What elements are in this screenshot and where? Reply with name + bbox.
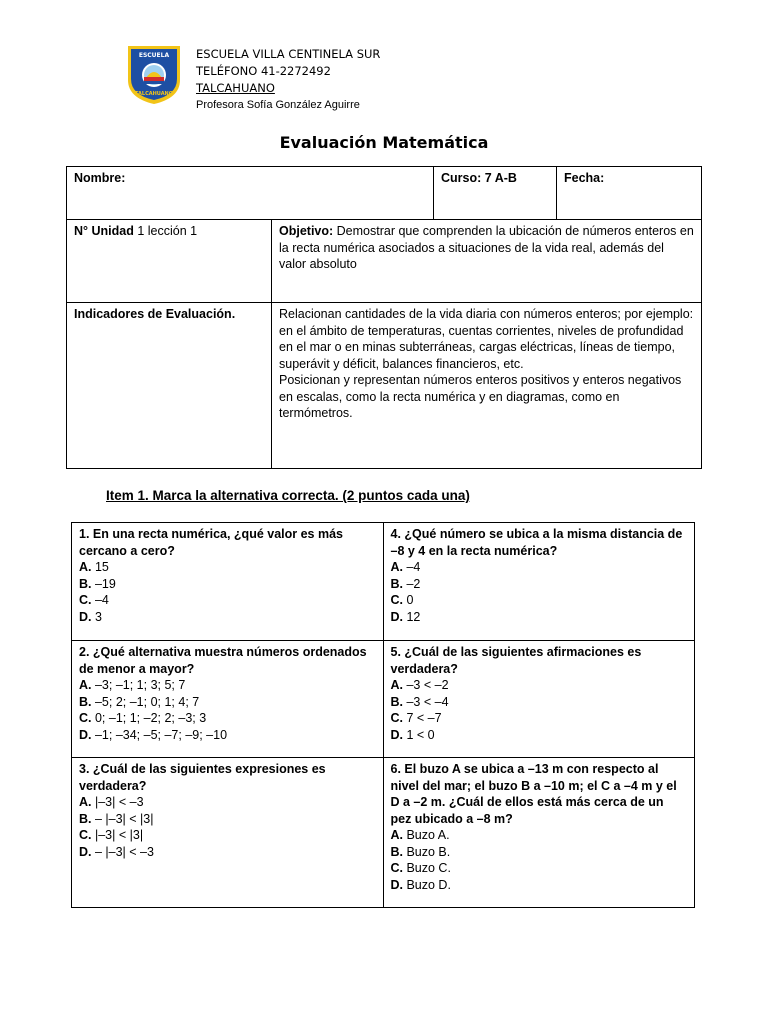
indicadores-cell — [272, 303, 702, 469]
question-3 — [72, 758, 384, 908]
question-text: 1. En una recta numérica, ¿qué valor es más cercano a cero? — [79, 527, 343, 558]
option-c[interactable]: C. –4 — [79, 593, 109, 607]
svg-text:TALCAHUANO: TALCAHUANO — [134, 91, 174, 97]
option-b[interactable]: B. – |–3| < |3| — [79, 811, 154, 826]
school-phone: TELÉFONO 41-2272492 — [196, 64, 331, 78]
fecha-cell[interactable] — [557, 167, 702, 220]
objetivo-label: Objetivo: — [279, 224, 334, 238]
option-a[interactable]: A. Buzo A. — [390, 828, 450, 842]
option-d[interactable]: D. –1; –34; –5; –7; –9; –10 — [79, 727, 228, 742]
school-header — [196, 46, 380, 97]
option-d[interactable]: D. Buzo D. — [390, 877, 451, 892]
school-name: ESCUELA VILLA CENTINELA SUR — [196, 47, 381, 61]
option-d[interactable]: D. 1 < 0 — [390, 727, 435, 742]
option-b[interactable]: B. –5; 2; –1; 0; 1; 4; 7 — [79, 694, 200, 709]
svg-text:ESCUELA: ESCUELA — [138, 52, 170, 59]
item-title: Item 1. Marca la alternativa correcta. (2 puntos cada una) — [106, 488, 470, 503]
option-c[interactable]: C. 7 < –7 — [390, 711, 442, 725]
option-a[interactable]: A. –3 < –2 — [390, 678, 449, 692]
question-text: 2. ¿Qué alternativa muestra números ordenados de menor a mayor? — [79, 645, 367, 676]
question-5 — [383, 641, 695, 758]
question-text: 3. ¿Cuál de las siguientes expresiones es verdadera? — [79, 762, 326, 793]
option-b[interactable]: B. –19 — [79, 576, 116, 591]
option-c[interactable]: C. Buzo C. — [390, 861, 451, 875]
option-b[interactable]: B. –2 — [390, 576, 421, 591]
unidad-label: N° Unidad — [74, 224, 134, 238]
question-1 — [72, 523, 384, 641]
objetivo-text: Demostrar que comprenden la ubicación de números enteros en la recta numérica asociados a situaciones de la vida real, además del valor absoluto — [279, 224, 694, 271]
question-4 — [383, 523, 695, 641]
nombre-label: Nombre: — [74, 171, 126, 185]
fecha-label: Fecha: — [564, 171, 605, 185]
question-text: 6. El buzo A se ubica a –13 m con respecto al nivel del mar; el buzo B a –10 m; el C a –4 m y el D a –2 m. ¿Cuál de ellos está más cerca de un pez ubicado a –8 m? — [390, 762, 677, 826]
question-6 — [383, 758, 695, 908]
option-c[interactable]: C. 0; –1; 1; –2; 2; –3; 3 — [79, 711, 207, 725]
nombre-cell[interactable] — [67, 167, 434, 220]
indicadores-paragraph-1: Relacionan cantidades de la vida diaria con números enteros; por ejemplo: en el ámbito de temperaturas, cuentas corrientes, niveles de profundidad en el mar o en minas subterráneas, cargas eléctricas, líneas de tiempo, superávit y déficit, balances financieros, etc. — [279, 307, 694, 371]
question-text: 4. ¿Qué número se ubica a la misma distancia de –8 y 4 en la recta numérica? — [390, 527, 683, 558]
option-a[interactable]: A. 15 — [79, 560, 109, 574]
option-d[interactable]: D. 12 — [390, 609, 421, 624]
option-a[interactable]: A. –4 — [390, 560, 421, 574]
questions-table — [71, 522, 695, 908]
question-text: 5. ¿Cuál de las siguientes afirmaciones es verdadera? — [390, 645, 642, 676]
option-d[interactable]: D. 3 — [79, 609, 102, 624]
option-b[interactable]: B. –3 < –4 — [390, 694, 449, 709]
option-a[interactable]: A. –3; –1; 1; 3; 5; 7 — [79, 678, 186, 692]
indicadores-paragraph-2: Posicionan y representan números enteros positivos y enteros negativos en escalas, como la recta numérica y en diagramas, como en termómetros. — [279, 373, 682, 420]
info-table — [66, 166, 702, 469]
option-d[interactable]: D. – |–3| < –3 — [79, 844, 154, 859]
option-b[interactable]: B. Buzo B. — [390, 844, 451, 859]
option-c[interactable]: C. |–3| < |3| — [79, 828, 144, 842]
unidad-cell — [67, 220, 272, 303]
option-c[interactable]: C. 0 — [390, 593, 414, 607]
school-logo — [126, 44, 182, 106]
indicadores-label: Indicadores de Evaluación. — [67, 303, 272, 469]
unidad-value: 1 lección 1 — [133, 224, 198, 238]
page-title: Evaluación Matemática — [279, 133, 489, 152]
objetivo-cell — [272, 220, 702, 303]
school-city: TALCAHUANO — [196, 81, 275, 95]
curso-label: Curso: 7 A-B — [441, 171, 517, 185]
option-a[interactable]: A. |–3| < –3 — [79, 795, 144, 809]
teacher-name: Profesora Sofía González Aguirre — [196, 99, 360, 111]
question-2 — [72, 641, 384, 758]
curso-cell — [434, 167, 557, 220]
